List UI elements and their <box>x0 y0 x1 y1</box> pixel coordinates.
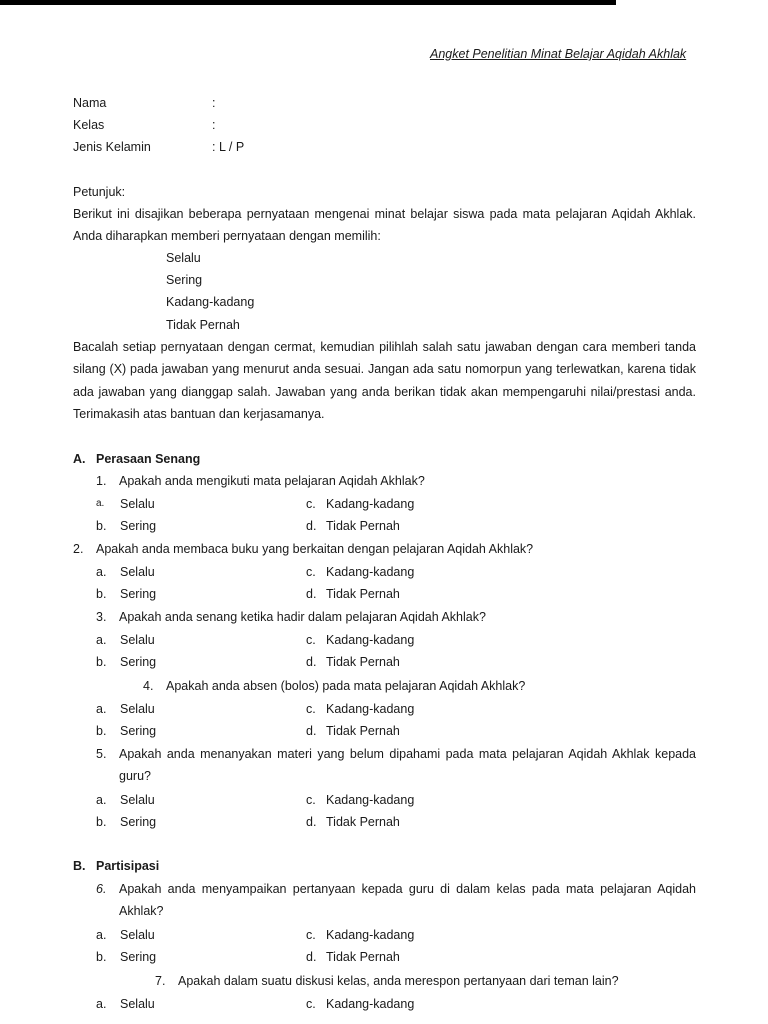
question-text: Apakah anda menanyakan materi yang belum dipahami pada mata pelajaran Aqidah Akhlak kepada guru? <box>119 747 696 784</box>
option-key: c. <box>306 633 316 647</box>
identity-value-nama: : <box>212 96 216 110</box>
option-value: Tidak Pernah <box>326 519 400 533</box>
option-key: d. <box>306 724 317 738</box>
option-key: a. <box>96 997 107 1011</box>
option-value: Kadang-kadang <box>326 928 415 942</box>
option-key: b. <box>96 519 107 533</box>
option-value: Kadang-kadang <box>326 497 415 511</box>
instructions-intro: Berikut ini disajikan beberapa pernyataan mengenai minat belajar siswa pada mata pelajaran Aqidah Akhlak. Anda diharapkan memberi pernyataan dengan memilih: <box>73 207 696 244</box>
section-letter: B. <box>73 859 86 873</box>
question-number: 4. <box>143 679 154 693</box>
instructions-heading: Petunjuk: <box>73 185 126 199</box>
question-text: Apakah dalam suatu diskusi kelas, anda merespon pertanyaan dari teman lain? <box>178 974 619 988</box>
option-value: Selalu <box>120 633 155 647</box>
top-border-bar <box>0 0 616 5</box>
option-value: Kadang-kadang <box>326 793 415 807</box>
option-value: Kadang-kadang <box>326 997 415 1011</box>
option-value: Sering <box>120 724 157 738</box>
identity-label-kelas: Kelas <box>73 118 105 132</box>
option-value: Selalu <box>120 793 155 807</box>
question-text: Apakah anda mengikuti mata pelajaran Aqidah Akhlak? <box>119 474 425 488</box>
option-key: b. <box>96 724 107 738</box>
instruction-choice: Tidak Pernah <box>166 318 240 332</box>
instruction-choice: Kadang-kadang <box>166 295 255 309</box>
identity-label-gender: Jenis Kelamin <box>73 140 151 154</box>
section-title: Partisipasi <box>96 859 160 873</box>
question-text: Apakah anda senang ketika hadir dalam pelajaran Aqidah Akhlak? <box>119 610 486 624</box>
instructions-closing: Bacalah setiap pernyataan dengan cermat, kemudian pilihlah salah satu jawaban dengan cara memberi tanda silang (X) pada jawaban yang menurut anda sesuai. Jangan ada satu nomorpun yang terlewatkan, karena tidak ada jawaban yang dianggap salah. Jawaban yang anda berikan tidak akan mempengaruhi nilai/prestasi anda. Terimakasih atas bantuan dan kerjasamanya. <box>73 340 696 421</box>
option-key: d. <box>306 950 317 964</box>
question-text: Apakah anda absen (bolos) pada mata pelajaran Aqidah Akhlak? <box>166 679 526 693</box>
option-value: Sering <box>120 587 157 601</box>
question-number: 7. <box>155 974 166 988</box>
option-key: c. <box>306 997 316 1011</box>
option-key: a. <box>96 702 107 716</box>
option-key: c. <box>306 702 316 716</box>
option-key: a. <box>96 565 107 579</box>
option-value: Selalu <box>120 497 155 511</box>
option-value: Selalu <box>120 565 155 579</box>
option-value: Tidak Pernah <box>326 655 400 669</box>
option-key: d. <box>306 655 317 669</box>
option-key: d. <box>306 587 317 601</box>
option-value: Selalu <box>120 997 155 1011</box>
identity-label-nama: Nama <box>73 96 107 110</box>
option-value: Kadang-kadang <box>326 633 415 647</box>
option-value: Tidak Pernah <box>326 724 400 738</box>
option-key: c. <box>306 793 316 807</box>
option-value: Kadang-kadang <box>326 565 415 579</box>
option-key: c. <box>306 928 316 942</box>
question-number: 2. <box>73 542 84 556</box>
option-key: d. <box>306 519 317 533</box>
instruction-choice: Sering <box>166 273 203 287</box>
option-key: c. <box>306 497 316 511</box>
option-value: Tidak Pernah <box>326 587 400 601</box>
section-title: Perasaan Senang <box>96 452 201 466</box>
identity-value-gender: : L / P <box>212 140 245 154</box>
option-value: Selalu <box>120 928 155 942</box>
option-key: c. <box>306 565 316 579</box>
identity-value-kelas: : <box>212 118 216 132</box>
option-value: Sering <box>120 519 157 533</box>
option-key: a. <box>96 498 105 509</box>
option-key: a. <box>96 633 107 647</box>
option-key: a. <box>96 793 107 807</box>
option-key: b. <box>96 587 107 601</box>
question-number: 5. <box>96 747 107 761</box>
question-text: Apakah anda menyampaikan pertanyaan kepada guru di dalam kelas pada mata pelajaran Aqidah Akhlak? <box>119 882 696 919</box>
question-text: Apakah anda membaca buku yang berkaitan dengan pelajaran Aqidah Akhlak? <box>96 542 534 556</box>
option-value: Tidak Pernah <box>326 950 400 964</box>
instruction-choice: Selalu <box>166 251 201 265</box>
document-header: Angket Penelitian Minat Belajar Aqidah Akhlak <box>430 47 687 61</box>
option-key: a. <box>96 928 107 942</box>
option-key: d. <box>306 815 317 829</box>
option-value: Kadang-kadang <box>326 702 415 716</box>
option-value: Sering <box>120 815 157 829</box>
option-value: Tidak Pernah <box>326 815 400 829</box>
section-letter: A. <box>73 452 86 466</box>
option-key: b. <box>96 950 107 964</box>
option-value: Sering <box>120 950 157 964</box>
question-number: 3. <box>96 610 107 624</box>
option-value: Sering <box>120 655 157 669</box>
option-key: b. <box>96 655 107 669</box>
option-value: Selalu <box>120 702 155 716</box>
question-number: 1. <box>96 474 107 488</box>
question-number: 6. <box>96 882 107 896</box>
option-key: b. <box>96 815 107 829</box>
